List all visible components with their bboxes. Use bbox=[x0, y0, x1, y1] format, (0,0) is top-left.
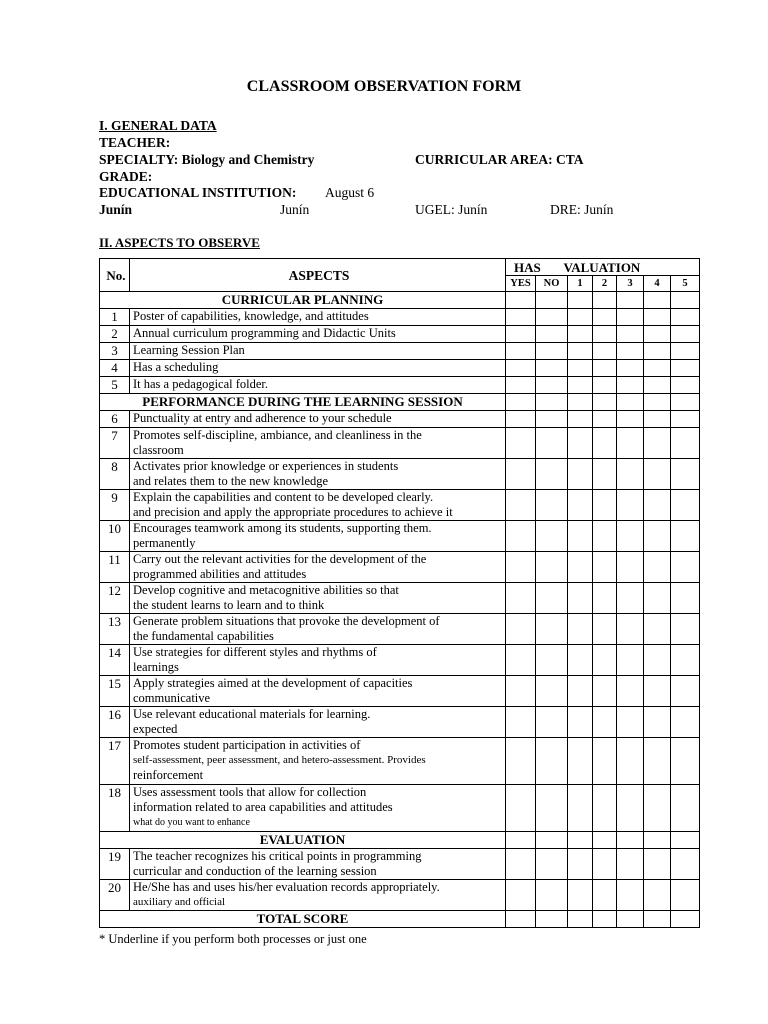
table-row bbox=[100, 849, 700, 880]
score-cell[interactable] bbox=[671, 377, 700, 394]
aspect-line: Explain the capabilities and content to be developed clearly. bbox=[133, 490, 434, 504]
aspect-line: Activates prior knowledge or experiences in students bbox=[133, 459, 399, 473]
row-number: 6 bbox=[100, 411, 130, 428]
empty-cell bbox=[536, 832, 568, 849]
empty-cell bbox=[671, 292, 700, 309]
score-cell[interactable] bbox=[568, 428, 593, 459]
header-has: HAS bbox=[506, 259, 536, 276]
score-cell[interactable] bbox=[617, 583, 644, 614]
score-cell[interactable] bbox=[593, 785, 617, 832]
header-no: No. bbox=[100, 259, 130, 292]
total-score-label: TOTAL SCORE bbox=[100, 911, 506, 928]
aspect-line: Uses assessment tools that allow for collection bbox=[133, 785, 367, 799]
total-cell[interactable] bbox=[506, 911, 536, 928]
table-row bbox=[100, 309, 700, 326]
check-cell[interactable] bbox=[536, 490, 568, 521]
aspect-line: Generate problem situations that provoke the development of bbox=[133, 614, 440, 628]
check-cell[interactable] bbox=[536, 645, 568, 676]
row-number: 8 bbox=[100, 459, 130, 490]
score-cell[interactable] bbox=[617, 411, 644, 428]
score-cell[interactable] bbox=[644, 459, 671, 490]
empty-cell bbox=[568, 292, 593, 309]
check-cell[interactable] bbox=[506, 343, 536, 360]
check-cell[interactable] bbox=[506, 377, 536, 394]
check-cell[interactable] bbox=[506, 785, 536, 832]
total-cell[interactable] bbox=[568, 911, 593, 928]
header-yes: YES bbox=[506, 276, 536, 292]
empty-cell bbox=[568, 394, 593, 411]
total-cell[interactable] bbox=[536, 911, 568, 928]
table-row bbox=[100, 521, 700, 552]
row-number: 19 bbox=[100, 849, 130, 880]
score-cell[interactable] bbox=[593, 326, 617, 343]
institution-label: EDUCATIONAL INSTITUTION: bbox=[99, 185, 297, 200]
score-cell[interactable] bbox=[568, 785, 593, 832]
aspect-line: The teacher recognizes his critical points in programming bbox=[133, 849, 422, 863]
total-cell[interactable] bbox=[617, 911, 644, 928]
check-cell[interactable] bbox=[506, 707, 536, 738]
table-row bbox=[100, 552, 700, 583]
header-scale-1: 1 bbox=[568, 276, 593, 292]
score-cell[interactable] bbox=[671, 676, 700, 707]
score-cell[interactable] bbox=[644, 676, 671, 707]
empty-cell bbox=[593, 292, 617, 309]
table-row bbox=[100, 343, 700, 360]
score-cell[interactable] bbox=[671, 552, 700, 583]
score-cell[interactable] bbox=[617, 343, 644, 360]
check-cell[interactable] bbox=[536, 411, 568, 428]
table-row bbox=[100, 614, 700, 645]
score-cell[interactable] bbox=[644, 552, 671, 583]
score-cell[interactable] bbox=[644, 343, 671, 360]
check-cell[interactable] bbox=[506, 360, 536, 377]
score-cell[interactable] bbox=[568, 583, 593, 614]
score-cell[interactable] bbox=[671, 326, 700, 343]
aspect-line: It has a pedagogical folder. bbox=[133, 377, 269, 391]
check-cell[interactable] bbox=[506, 326, 536, 343]
group-performance: PERFORMANCE DURING THE LEARNING SESSION bbox=[100, 394, 506, 411]
row-number: 3 bbox=[100, 343, 130, 360]
score-cell[interactable] bbox=[671, 880, 700, 911]
check-cell[interactable] bbox=[506, 676, 536, 707]
score-cell[interactable] bbox=[593, 645, 617, 676]
aspect-line: the student learns to learn and to think bbox=[133, 598, 325, 612]
score-cell[interactable] bbox=[644, 360, 671, 377]
total-cell[interactable] bbox=[593, 911, 617, 928]
aspect-line: permanently bbox=[133, 536, 196, 550]
aspect-text bbox=[130, 309, 506, 326]
check-cell[interactable] bbox=[506, 309, 536, 326]
aspect-text bbox=[130, 880, 506, 911]
score-cell[interactable] bbox=[644, 849, 671, 880]
check-cell[interactable] bbox=[536, 614, 568, 645]
score-cell[interactable] bbox=[644, 785, 671, 832]
score-cell[interactable] bbox=[617, 360, 644, 377]
score-cell[interactable] bbox=[644, 521, 671, 552]
score-cell[interactable] bbox=[617, 614, 644, 645]
aspect-text bbox=[130, 583, 506, 614]
table-row bbox=[100, 490, 700, 521]
score-cell[interactable] bbox=[671, 428, 700, 459]
score-cell[interactable] bbox=[568, 326, 593, 343]
score-cell[interactable] bbox=[671, 785, 700, 832]
row-number: 20 bbox=[100, 880, 130, 911]
aspect-line: Encourages teamwork among its students, supporting them. bbox=[133, 521, 432, 535]
score-cell[interactable] bbox=[671, 707, 700, 738]
score-cell[interactable] bbox=[644, 326, 671, 343]
aspect-line: learnings bbox=[133, 660, 179, 674]
aspect-line: reinforcement bbox=[133, 768, 204, 782]
table-row bbox=[100, 645, 700, 676]
aspect-text bbox=[130, 849, 506, 880]
score-cell[interactable] bbox=[568, 707, 593, 738]
row-number: 4 bbox=[100, 360, 130, 377]
score-cell[interactable] bbox=[671, 738, 700, 785]
empty-cell bbox=[671, 394, 700, 411]
form-title: CLASSROOM OBSERVATION FORM bbox=[246, 78, 522, 95]
check-cell[interactable] bbox=[506, 738, 536, 785]
aspect-line: self-assessment, peer assessment, and hetero-assessment. Provides bbox=[133, 754, 426, 766]
footnote: * Underline if you perform both processes or just one bbox=[99, 932, 367, 946]
aspect-line: Poster of capabilities, knowledge, and attitudes bbox=[133, 309, 369, 323]
table-row bbox=[100, 459, 700, 490]
row-number: 9 bbox=[100, 490, 130, 521]
empty-cell bbox=[644, 394, 671, 411]
location-2: Junín bbox=[280, 202, 310, 217]
aspect-line: Use strategies for different styles and rhythms of bbox=[133, 645, 377, 659]
total-cell[interactable] bbox=[671, 911, 700, 928]
score-cell[interactable] bbox=[644, 707, 671, 738]
score-cell[interactable] bbox=[671, 645, 700, 676]
score-cell[interactable] bbox=[593, 521, 617, 552]
row-number: 5 bbox=[100, 377, 130, 394]
score-cell[interactable] bbox=[644, 411, 671, 428]
score-cell[interactable] bbox=[593, 459, 617, 490]
aspect-text bbox=[130, 738, 506, 785]
score-cell[interactable] bbox=[644, 880, 671, 911]
aspect-line: information related to area capabilities and attitudes bbox=[133, 800, 393, 814]
check-cell[interactable] bbox=[536, 360, 568, 377]
aspect-text bbox=[130, 343, 506, 360]
row-number: 7 bbox=[100, 428, 130, 459]
row-number: 11 bbox=[100, 552, 130, 583]
table-row bbox=[100, 785, 700, 832]
header-scale-2: 2 bbox=[593, 276, 617, 292]
score-cell[interactable] bbox=[593, 377, 617, 394]
table-row bbox=[100, 428, 700, 459]
check-cell[interactable] bbox=[536, 707, 568, 738]
empty-cell bbox=[506, 832, 536, 849]
table-row bbox=[100, 377, 700, 394]
header-aspects: ASPECTS bbox=[130, 259, 506, 292]
empty-cell bbox=[593, 394, 617, 411]
observation-table bbox=[99, 258, 700, 928]
score-cell[interactable] bbox=[644, 614, 671, 645]
aspect-text bbox=[130, 459, 506, 490]
aspect-text bbox=[130, 490, 506, 521]
aspect-line: classroom bbox=[133, 443, 184, 457]
aspect-line: Promotes student participation in activities of bbox=[133, 738, 361, 752]
aspect-line: Has a scheduling bbox=[133, 360, 219, 374]
table-row bbox=[100, 360, 700, 377]
table-row bbox=[100, 738, 700, 785]
aspect-text bbox=[130, 676, 506, 707]
check-cell[interactable] bbox=[536, 785, 568, 832]
aspect-line: and relates them to the new knowledge bbox=[133, 474, 329, 488]
table-row bbox=[100, 326, 700, 343]
score-cell[interactable] bbox=[593, 738, 617, 785]
score-cell[interactable] bbox=[568, 614, 593, 645]
score-cell[interactable] bbox=[593, 428, 617, 459]
row-number: 2 bbox=[100, 326, 130, 343]
score-cell[interactable] bbox=[644, 309, 671, 326]
ugel-label: UGEL: Junín bbox=[415, 202, 488, 217]
aspects-heading bbox=[99, 235, 290, 251]
score-cell[interactable] bbox=[617, 521, 644, 552]
score-cell[interactable] bbox=[617, 309, 644, 326]
row-number: 1 bbox=[100, 309, 130, 326]
dre-label: DRE: Junín bbox=[550, 202, 614, 217]
check-cell[interactable] bbox=[536, 309, 568, 326]
table-row bbox=[100, 411, 700, 428]
score-cell[interactable] bbox=[617, 459, 644, 490]
aspect-line: Carry out the relevant activities for the development of the bbox=[133, 552, 427, 566]
check-cell[interactable] bbox=[536, 428, 568, 459]
check-cell[interactable] bbox=[536, 521, 568, 552]
score-cell[interactable] bbox=[593, 411, 617, 428]
aspect-line: expected bbox=[133, 722, 178, 736]
teacher-label: TEACHER: bbox=[99, 135, 171, 150]
score-cell[interactable] bbox=[671, 849, 700, 880]
row-number: 14 bbox=[100, 645, 130, 676]
check-cell[interactable] bbox=[506, 880, 536, 911]
table-row bbox=[100, 880, 700, 911]
score-cell[interactable] bbox=[671, 521, 700, 552]
score-cell[interactable] bbox=[617, 490, 644, 521]
location-1: Junín bbox=[99, 202, 133, 217]
row-number: 18 bbox=[100, 785, 130, 832]
check-cell[interactable] bbox=[536, 459, 568, 490]
score-cell[interactable] bbox=[617, 377, 644, 394]
aspect-line: Develop cognitive and metacognitive abilities so that bbox=[133, 583, 399, 597]
empty-cell bbox=[617, 394, 644, 411]
score-cell[interactable] bbox=[568, 309, 593, 326]
empty-cell bbox=[644, 832, 671, 849]
empty-cell bbox=[617, 292, 644, 309]
score-cell[interactable] bbox=[617, 428, 644, 459]
table-row bbox=[100, 676, 700, 707]
check-cell[interactable] bbox=[506, 849, 536, 880]
header-scale-3: 3 bbox=[617, 276, 644, 292]
empty-cell bbox=[671, 832, 700, 849]
score-cell[interactable] bbox=[617, 645, 644, 676]
empty-cell bbox=[506, 394, 536, 411]
score-cell[interactable] bbox=[644, 738, 671, 785]
header-no-sub: NO bbox=[536, 276, 568, 292]
aspect-text bbox=[130, 428, 506, 459]
check-cell[interactable] bbox=[506, 614, 536, 645]
row-number: 17 bbox=[100, 738, 130, 785]
empty-cell bbox=[644, 292, 671, 309]
score-cell[interactable] bbox=[671, 614, 700, 645]
header-evaluation: VALUATION bbox=[536, 259, 700, 276]
score-cell[interactable] bbox=[568, 411, 593, 428]
score-cell[interactable] bbox=[617, 785, 644, 832]
check-cell[interactable] bbox=[506, 428, 536, 459]
score-cell[interactable] bbox=[671, 459, 700, 490]
score-cell[interactable] bbox=[671, 360, 700, 377]
score-cell[interactable] bbox=[568, 849, 593, 880]
score-cell[interactable] bbox=[671, 309, 700, 326]
check-cell[interactable] bbox=[506, 645, 536, 676]
total-cell[interactable] bbox=[644, 911, 671, 928]
aspect-text bbox=[130, 785, 506, 832]
aspect-line: curricular and conduction of the learning session bbox=[133, 864, 377, 878]
aspect-text bbox=[130, 521, 506, 552]
aspect-line: Apply strategies aimed at the development of capacities bbox=[133, 676, 413, 690]
row-number: 10 bbox=[100, 521, 130, 552]
aspect-text bbox=[130, 707, 506, 738]
aspect-line: Learning Session Plan bbox=[133, 343, 245, 357]
check-cell[interactable] bbox=[536, 676, 568, 707]
aspect-line: Punctuality at entry and adherence to your schedule bbox=[133, 411, 392, 425]
empty-cell bbox=[536, 292, 568, 309]
specialty-label: SPECIALTY: Biology and Chemistry bbox=[99, 152, 315, 167]
score-cell[interactable] bbox=[644, 428, 671, 459]
score-cell[interactable] bbox=[568, 676, 593, 707]
aspect-text bbox=[130, 411, 506, 428]
empty-cell bbox=[593, 832, 617, 849]
general-data-heading bbox=[99, 118, 251, 134]
header-scale-4: 4 bbox=[644, 276, 671, 292]
grade-label: GRADE: bbox=[99, 169, 153, 184]
check-cell[interactable] bbox=[506, 411, 536, 428]
score-cell[interactable] bbox=[568, 490, 593, 521]
aspect-text bbox=[130, 326, 506, 343]
score-cell[interactable] bbox=[568, 552, 593, 583]
aspect-line: what do you want to enhance bbox=[133, 817, 250, 828]
score-cell[interactable] bbox=[593, 880, 617, 911]
score-cell[interactable] bbox=[568, 521, 593, 552]
check-cell[interactable] bbox=[536, 849, 568, 880]
score-cell[interactable] bbox=[617, 676, 644, 707]
score-cell[interactable] bbox=[568, 343, 593, 360]
score-cell[interactable] bbox=[593, 707, 617, 738]
aspect-line: auxiliary and official bbox=[133, 896, 226, 908]
score-cell[interactable] bbox=[671, 411, 700, 428]
score-cell[interactable] bbox=[617, 552, 644, 583]
empty-cell bbox=[506, 292, 536, 309]
empty-cell bbox=[617, 832, 644, 849]
score-cell[interactable] bbox=[593, 360, 617, 377]
score-cell[interactable] bbox=[593, 343, 617, 360]
aspect-line: communicative bbox=[133, 691, 211, 705]
score-cell[interactable] bbox=[617, 326, 644, 343]
check-cell[interactable] bbox=[536, 343, 568, 360]
score-cell[interactable] bbox=[568, 738, 593, 785]
check-cell[interactable] bbox=[536, 552, 568, 583]
score-cell[interactable] bbox=[568, 459, 593, 490]
check-cell[interactable] bbox=[506, 583, 536, 614]
aspect-line: Promotes self-discipline, ambiance, and cleanliness in the bbox=[133, 428, 422, 442]
score-cell[interactable] bbox=[593, 309, 617, 326]
check-cell[interactable] bbox=[536, 583, 568, 614]
score-cell[interactable] bbox=[568, 645, 593, 676]
score-cell[interactable] bbox=[671, 583, 700, 614]
check-cell[interactable] bbox=[506, 490, 536, 521]
aspect-text bbox=[130, 377, 506, 394]
score-cell[interactable] bbox=[617, 738, 644, 785]
table-row bbox=[100, 583, 700, 614]
check-cell[interactable] bbox=[536, 377, 568, 394]
check-cell[interactable] bbox=[506, 459, 536, 490]
score-cell[interactable] bbox=[671, 490, 700, 521]
score-cell[interactable] bbox=[644, 490, 671, 521]
score-cell[interactable] bbox=[593, 583, 617, 614]
score-cell[interactable] bbox=[671, 343, 700, 360]
check-cell[interactable] bbox=[506, 521, 536, 552]
aspect-line: and precision and apply the appropriate procedures to achieve it bbox=[133, 505, 453, 519]
aspects-heading-text: II. ASPECTS TO OBSERVE bbox=[99, 235, 260, 250]
score-cell[interactable] bbox=[644, 645, 671, 676]
score-cell[interactable] bbox=[644, 377, 671, 394]
aspect-text bbox=[130, 552, 506, 583]
row-number: 15 bbox=[100, 676, 130, 707]
row-number: 12 bbox=[100, 583, 130, 614]
empty-cell bbox=[536, 394, 568, 411]
check-cell[interactable] bbox=[506, 552, 536, 583]
aspect-text bbox=[130, 614, 506, 645]
aspect-line: the fundamental capabilities bbox=[133, 629, 274, 643]
aspect-line: Annual curriculum programming and Didactic Units bbox=[133, 326, 396, 340]
table-row bbox=[100, 707, 700, 738]
aspect-text bbox=[130, 360, 506, 377]
check-cell[interactable] bbox=[536, 880, 568, 911]
score-cell[interactable] bbox=[568, 360, 593, 377]
score-cell[interactable] bbox=[568, 880, 593, 911]
curricular-area-label: CURRICULAR AREA: CTA bbox=[415, 152, 584, 167]
score-cell[interactable] bbox=[568, 377, 593, 394]
score-cell[interactable] bbox=[593, 552, 617, 583]
general-heading-text: I. GENERAL DATA bbox=[99, 118, 217, 133]
row-number: 13 bbox=[100, 614, 130, 645]
score-cell[interactable] bbox=[617, 880, 644, 911]
group-evaluation: EVALUATION bbox=[100, 832, 506, 849]
aspect-line: programmed abilities and attitudes bbox=[133, 567, 307, 581]
header-scale-5: 5 bbox=[671, 276, 700, 292]
empty-cell bbox=[568, 832, 593, 849]
score-cell[interactable] bbox=[617, 849, 644, 880]
score-cell[interactable] bbox=[593, 676, 617, 707]
aspect-line: He/She has and uses his/her evaluation records appropriately. bbox=[133, 880, 440, 894]
group-planning: CURRICULAR PLANNING bbox=[100, 292, 506, 309]
check-cell[interactable] bbox=[536, 738, 568, 785]
score-cell[interactable] bbox=[593, 614, 617, 645]
score-cell[interactable] bbox=[593, 490, 617, 521]
observation-date: August 6 bbox=[325, 185, 375, 200]
aspect-text bbox=[130, 645, 506, 676]
row-number: 16 bbox=[100, 707, 130, 738]
check-cell[interactable] bbox=[536, 326, 568, 343]
aspect-line: Use relevant educational materials for learning. bbox=[133, 707, 371, 721]
score-cell[interactable] bbox=[617, 707, 644, 738]
score-cell[interactable] bbox=[644, 583, 671, 614]
score-cell[interactable] bbox=[593, 849, 617, 880]
